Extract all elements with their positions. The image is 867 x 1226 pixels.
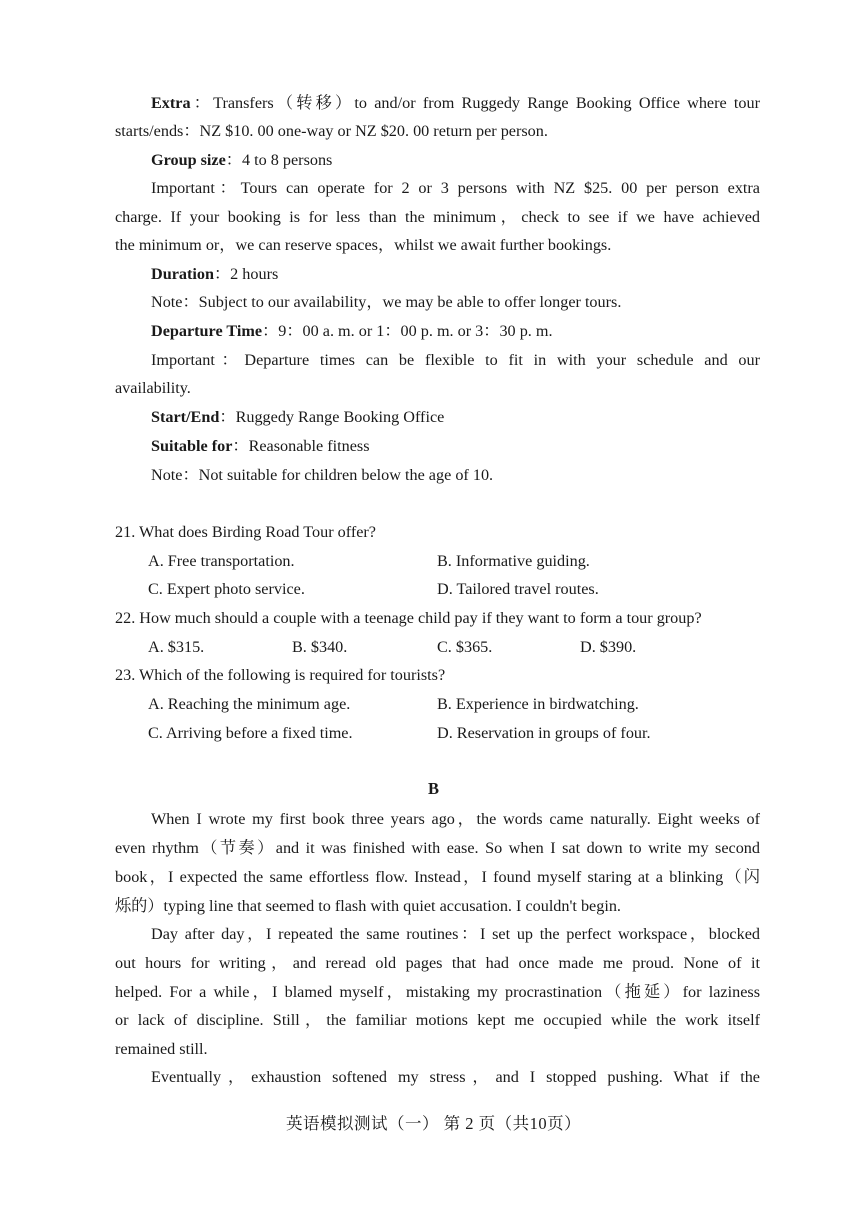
page-footer: 英语模拟测试（一） 第 2 页（共10页）	[285, 1114, 582, 1133]
question-text: Which of the following is required for tourists?	[139, 666, 446, 684]
option-23-b: B. Experience in birdwatching.	[437, 695, 639, 713]
passage-p2-line: or lack of discipline. Still，the familiar motions kept me occupied while the work itself	[115, 1011, 760, 1029]
question-text: How much should a couple with a teenage child pay if they want to form a tour group?	[139, 609, 702, 627]
important-2-line-1: Important：Departure times can be flexible to fit in with your schedule and our	[151, 351, 760, 369]
option-23-d: D. Reservation in groups of four.	[437, 724, 651, 742]
question-22	[115, 607, 702, 629]
important-1-line-1: Important：Tours can operate for 2 or 3 persons with NZ $25. 00 per person extra	[151, 179, 760, 197]
question-text: What does Birding Road Tour offer?	[139, 523, 376, 541]
important-1-line-2: charge. If your booking is for less than the minimum，check to see if we have achieved	[115, 208, 760, 226]
suitable-label: Suitable for	[151, 437, 233, 455]
passage-p2-line: helped. For a while，I blamed myself，mistaking my procrastination（拖延）for laziness	[115, 983, 760, 1001]
option-21-c: C. Expert photo service.	[148, 580, 305, 598]
label-colon: ：	[262, 322, 279, 340]
passage-p1-line: even rhythm（节奏）and it was finished with ease. So when I sat down to write my second	[115, 839, 760, 857]
question-number: 22.	[115, 609, 136, 627]
label-colon: ：	[219, 408, 236, 426]
option-22-c: C. $365.	[437, 638, 493, 656]
duration-value: 2 hours	[230, 265, 279, 283]
start-end-label: Start/End	[151, 408, 220, 426]
passage-p2-line: remained still.	[115, 1040, 208, 1058]
question-number: 23.	[115, 666, 136, 684]
passage-p1-line: book，I expected the same effortless flow. Instead，I found myself staring at a blinking（闪	[115, 868, 760, 886]
label-colon: ：	[225, 151, 242, 169]
suitable-line	[151, 435, 760, 457]
passage-p1-line: 烁的）typing line that seemed to flash with quiet accusation. I couldn't begin.	[115, 897, 621, 915]
departure-label: Departure Time	[151, 322, 263, 340]
group-size-line	[151, 149, 760, 171]
duration-line	[151, 263, 760, 285]
question-23	[115, 664, 445, 686]
option-21-d: D. Tailored travel routes.	[437, 580, 599, 598]
option-22-d: D. $390.	[580, 638, 637, 656]
passage-p3-line: Eventually，exhaustion softened my stress，and I stopped pushing. What if the	[151, 1068, 760, 1086]
important-2-line-2: availability.	[115, 379, 191, 397]
question-number: 21.	[115, 523, 136, 541]
question-21	[115, 521, 376, 543]
option-22-b: B. $340.	[292, 638, 348, 656]
extra-line-1	[151, 92, 760, 114]
group-size-label: Group size	[151, 151, 226, 169]
option-22-a: A. $315.	[148, 638, 205, 656]
option-21-b: B. Informative guiding.	[437, 552, 590, 570]
extra-label: Extra	[151, 94, 191, 112]
option-23-a: A. Reaching the minimum age.	[148, 695, 351, 713]
label-colon: ：	[190, 94, 214, 112]
departure-line	[151, 320, 760, 342]
start-end-value: Ruggedy Range Booking Office	[235, 408, 445, 426]
label-colon: ：	[232, 437, 249, 455]
group-size-value: 4 to 8 persons	[241, 151, 333, 169]
extra-line-2: starts/ends：NZ $10. 00 one-way or NZ $20. 00 return per person.	[115, 122, 548, 140]
option-23-c: C. Arriving before a fixed time.	[148, 724, 353, 742]
important-1-line-3: the minimum or，we can reserve spaces，whilst we await further bookings.	[115, 236, 612, 254]
note-2: Note：Not suitable for children below the age of 10.	[151, 466, 494, 484]
departure-value: 9：00 a. m. or 1：00 p. m. or 3：30 p. m.	[278, 322, 553, 340]
label-colon: ：	[213, 265, 231, 283]
section-heading-b: B	[427, 779, 439, 798]
suitable-value: Reasonable fitness	[248, 437, 370, 455]
passage-p2-line: Day after day，I repeated the same routines：I set up the perfect workspace，blocked	[151, 925, 760, 943]
extra-text-1: Transfers（转移）to and/or from Ruggedy Range Booking Office where tour	[213, 94, 760, 112]
option-21-a: A. Free transportation.	[148, 552, 295, 570]
start-end-line	[151, 406, 760, 428]
passage-p2-line: out hours for writing，and reread old pages that had once made me proud. None of it	[115, 954, 760, 972]
note-1: Note：Subject to our availability，we may be able to offer longer tours.	[151, 293, 622, 311]
passage-p1-line: When I wrote my first book three years ago，the words came naturally. Eight weeks of	[151, 810, 760, 828]
duration-label: Duration	[151, 265, 214, 283]
